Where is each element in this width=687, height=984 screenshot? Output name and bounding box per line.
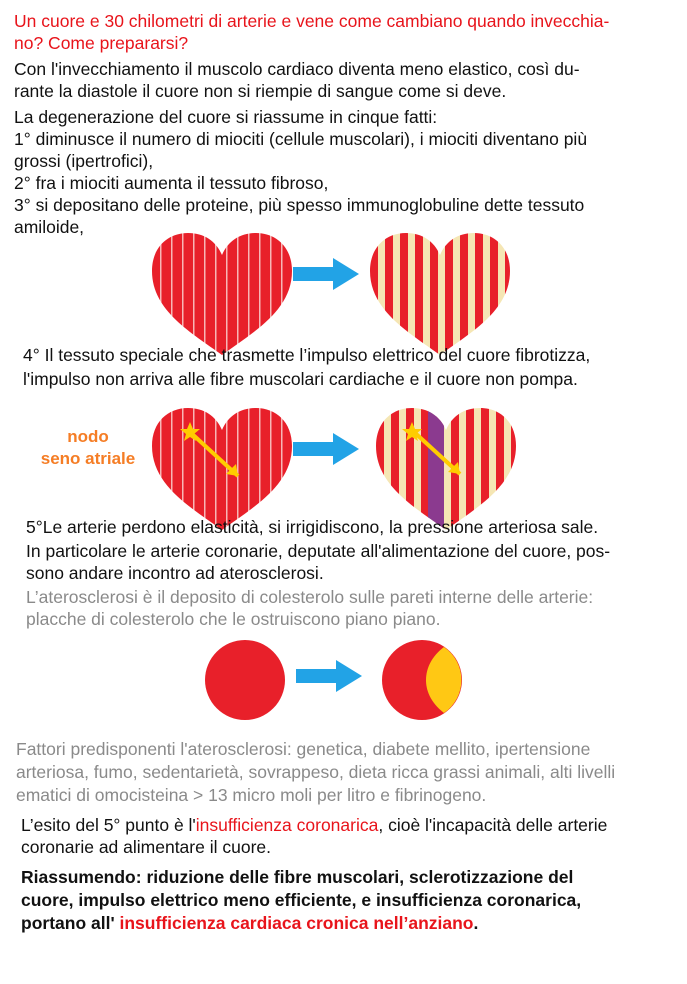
outcome-post: , cioè l'incapacità delle arterie — [378, 815, 608, 835]
summary-post: . — [473, 913, 479, 933]
outcome-highlight: insufficienza coronarica — [195, 815, 379, 835]
fact-5-line-1: 5°Le arterie perdono elasticità, si irrigidiscono, la pressione arteriosa sale. — [26, 517, 599, 537]
atherosclerosis-line-2: placche di colesterolo che le ostruiscono piano piano. — [26, 609, 441, 629]
facts-header: La degenerazione del cuore si riassume in cinque fatti: — [14, 107, 438, 127]
fact-1-line-2: grossi (ipertrofici), — [14, 151, 154, 171]
summary-pre: portano all' — [21, 913, 120, 933]
fact-2: 2° fra i miociti aumenta il tessuto fibroso, — [14, 173, 329, 193]
outcome-line-2: coronarie ad alimentare il cuore. — [21, 837, 271, 857]
summary-line-3 — [21, 912, 478, 934]
healthy-artery-icon — [205, 640, 285, 720]
arrow-right-icon — [296, 660, 362, 692]
summary-highlight: insufficienza cardiaca cronica nell’anziano — [119, 913, 474, 933]
atherosclerosis-line-1: L’aterosclerosi è il deposito di colesterolo sulle pareti interne delle arterie: — [26, 587, 594, 607]
fibrotic-conduction-heart-icon — [376, 408, 516, 532]
fact-5-line-3: sono andare incontro ad aterosclerosi. — [26, 563, 324, 583]
intro-line-2: rante la diastole il cuore non si riempie di sangue come si deve. — [14, 81, 507, 101]
factors-line-2: arteriosa, fumo, sedentarietà, sovrappeso, dieta ricca grassi animali, alti livelli — [16, 762, 616, 782]
fact-4-line-1: 4° Il tessuto speciale che trasmette l’impulso elettrico del cuore fibrotizza, — [23, 345, 591, 365]
conduction-heart-icon — [152, 408, 292, 532]
fact-3-line-1: 3° si depositano delle proteine, più spesso immunoglobuline dette tessuto — [14, 195, 585, 215]
node-label-line-2: seno atriale — [40, 449, 136, 468]
fact-4-line-2: l'impulso non arriva alle fibre muscolari cardiache e il cuore non pompa. — [23, 369, 578, 389]
factors-line-3: ematici di omocisteina > 13 micro moli per litro e fibrinogeno. — [16, 785, 487, 805]
arrow-right-icon — [293, 433, 359, 465]
intro-line-1: Con l'invecchiamento il muscolo cardiaco diventa meno elastico, così du- — [14, 59, 580, 79]
fact-1-line-1: 1° diminusce il numero di miociti (cellule muscolari), i miociti diventano più — [14, 129, 588, 149]
fact-3-line-2: amiloide, — [14, 217, 85, 237]
title-line-1: Un cuore e 30 chilometri di arterie e vene come cambiano quando invecchia- — [14, 11, 610, 31]
arrow-right-icon — [293, 258, 359, 290]
node-label-line-1: nodo — [67, 427, 109, 446]
fibrotic-heart-icon — [370, 233, 510, 357]
title-line-2: no? Come prepararsi? — [14, 33, 189, 53]
outcome-pre: L’esito del 5° punto è l' — [21, 815, 196, 835]
node-label — [28, 426, 148, 470]
summary-line-1: Riassumendo: riduzione delle fibre muscolari, sclerotizzazione del — [21, 867, 574, 887]
fact-5-line-2: In particolare le arterie coronarie, deputate all'alimentazione del cuore, pos- — [26, 541, 611, 561]
summary-line-2: cuore, impulso elettrico meno efficiente, e insufficienza coronarica, — [21, 890, 582, 910]
healthy-heart-icon — [152, 233, 292, 357]
blocked-artery-icon — [382, 640, 462, 720]
outcome-line-1 — [21, 814, 607, 836]
factors-line-1: Fattori predisponenti l'aterosclerosi: genetica, diabete mellito, ipertensione — [16, 739, 591, 759]
